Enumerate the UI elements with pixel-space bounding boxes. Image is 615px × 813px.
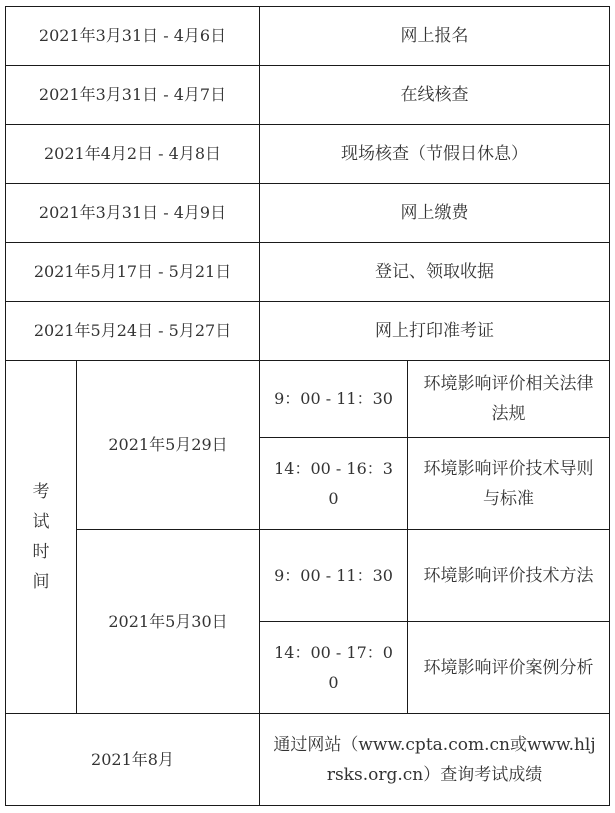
exam-time-label-char: 间 xyxy=(32,572,50,592)
exam-subject: 环境影响评价技术导则与标准 xyxy=(408,438,610,530)
schedule-date: 2021年4月2日 - 4月8日 xyxy=(6,125,260,184)
table-row xyxy=(6,714,610,806)
schedule-event: 在线核查 xyxy=(260,66,610,125)
exam-schedule-table xyxy=(5,6,610,806)
schedule-event: 网上报名 xyxy=(260,7,610,66)
schedule-container xyxy=(5,6,609,806)
exam-subject: 环境影响评价相关法律法规 xyxy=(408,361,610,438)
exam-session-time: 9：00 - 11：30 xyxy=(260,530,408,622)
exam-session-time: 14：00 - 16：30 xyxy=(260,438,408,530)
schedule-date: 2021年3月31日 - 4月6日 xyxy=(6,7,260,66)
schedule-date: 2021年3月31日 - 4月7日 xyxy=(6,66,260,125)
exam-day-date: 2021年5月30日 xyxy=(77,530,260,714)
result-info: 通过网站（www.cpta.com.cn或www.hljrsks.org.cn）查询考试成绩 xyxy=(260,714,610,806)
exam-session-row xyxy=(6,361,610,438)
table-row xyxy=(6,302,610,361)
exam-time-label-char: 考 xyxy=(32,482,50,502)
exam-time-label-char: 时 xyxy=(32,542,50,562)
result-date: 2021年8月 xyxy=(6,714,260,806)
table-row xyxy=(6,7,610,66)
exam-day-date: 2021年5月29日 xyxy=(77,361,260,530)
exam-time-label-char: 试 xyxy=(32,512,50,532)
exam-subject: 环境影响评价案例分析 xyxy=(408,622,610,714)
table-row xyxy=(6,243,610,302)
schedule-event: 网上打印准考证 xyxy=(260,302,610,361)
exam-time-label xyxy=(6,361,77,714)
exam-session-time: 14：00 - 17：00 xyxy=(260,622,408,714)
schedule-date: 2021年3月31日 - 4月9日 xyxy=(6,184,260,243)
schedule-event: 现场核查（节假日休息） xyxy=(260,125,610,184)
schedule-date: 2021年5月17日 - 5月21日 xyxy=(6,243,260,302)
exam-session-time: 9：00 - 11：30 xyxy=(260,361,408,438)
schedule-date: 2021年5月24日 - 5月27日 xyxy=(6,302,260,361)
schedule-event: 登记、领取收据 xyxy=(260,243,610,302)
table-row xyxy=(6,184,610,243)
table-row xyxy=(6,125,610,184)
schedule-event: 网上缴费 xyxy=(260,184,610,243)
table-row xyxy=(6,66,610,125)
exam-subject: 环境影响评价技术方法 xyxy=(408,530,610,622)
exam-session-row xyxy=(6,530,610,622)
